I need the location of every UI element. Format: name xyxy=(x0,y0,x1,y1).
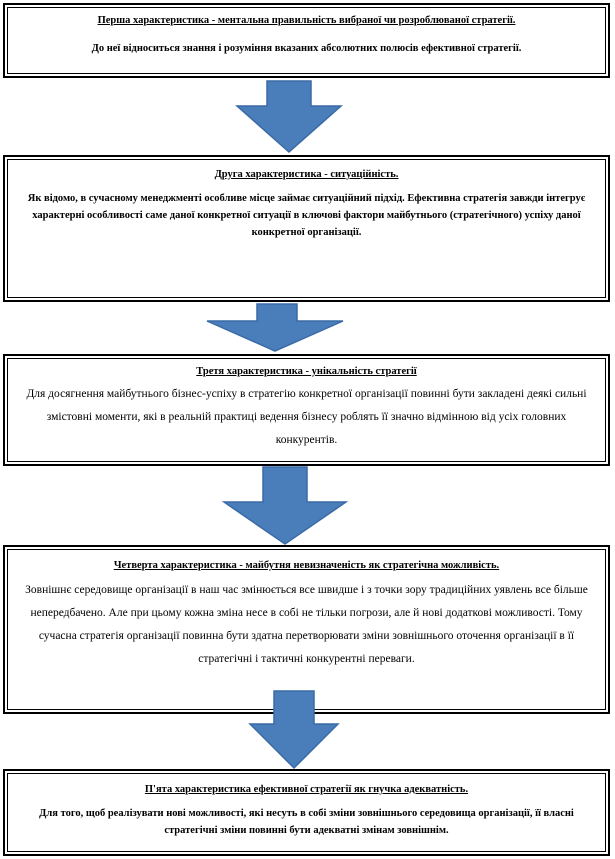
characteristic-title-4: Четверта характеристика - майбутня невизначеність як стратегічна можливість. xyxy=(113,560,500,571)
down-arrow-icon xyxy=(235,80,343,154)
characteristic-text-4: Зовнішнє середовище організації в наш час змінюється все швидше і з точки зору традиційних уявлень все більше непередбачено. Але при цьому кожна зміна несе в собі не тільки погрози, але й нові додаткові можливості. Тому сучасна стратегія організації повинна бути здатна перетворювати зміни зовнішнього оточення організації в її стратегічні і тактичні конкурентні переваги. xyxy=(25,584,588,665)
characteristic-text-5: Для того, щоб реалізувати нові можливості, які несуть в собі зміни зовнішнього середовища організації, її власні стратегічні зміни повинні бути адекватні змінам зовнішнім. xyxy=(39,808,574,836)
characteristic-box-3 xyxy=(3,354,610,466)
down-arrow-icon xyxy=(205,303,345,353)
down-arrow-icon xyxy=(248,690,340,770)
characteristic-text-1: До неї відноситься знання і розуміння вказаних абсолютних полюсів ефективної стратегії. xyxy=(91,43,522,54)
down-arrow-icon xyxy=(222,466,348,546)
characteristic-box-1 xyxy=(3,3,610,78)
characteristic-box-4 xyxy=(3,545,610,714)
characteristic-title-1: Перша характеристика - ментальна правильність вибраної чи розроблюваної стратегії. xyxy=(97,15,516,26)
characteristic-title-5: П'ята характеристика ефективної стратегії як гнучка адекватність. xyxy=(144,784,469,795)
characteristic-text-3: Для досягнення майбутнього бізнес-успіху в стратегію конкретної організації повинні бути закладені деякі сильні змістовні моменти, які в реальній практиці ведення бізнесу роблять її значно відмінною від усіх головних конкурентів. xyxy=(26,388,587,446)
characteristic-box-5 xyxy=(3,769,610,856)
characteristic-title-3: Третя характеристика - унікальність стратегії xyxy=(196,366,417,377)
characteristic-title-2: Друга характеристика - ситуаційність. xyxy=(214,169,399,180)
characteristic-text-2: Як відомо, в сучасному менеджменті особливе місце займає ситуаційний підхід. Ефективна стратегія завжди інтегрує характерні особливості саме даної конкретної ситуації в ключові фактори майбутнього (стратегічного) успіху даної конкретної організації. xyxy=(27,193,586,238)
characteristic-box-2 xyxy=(3,155,610,302)
